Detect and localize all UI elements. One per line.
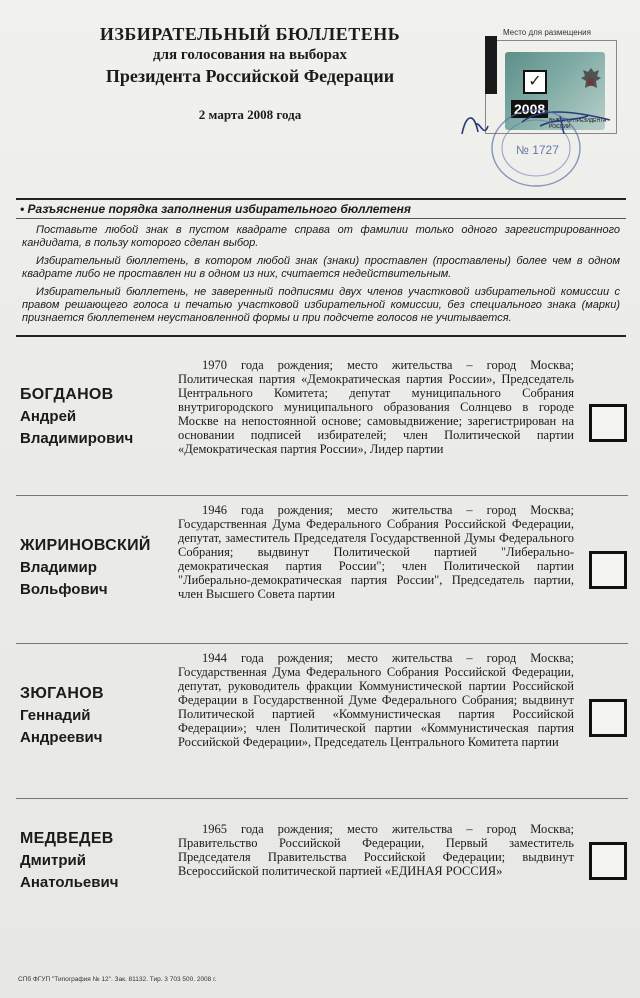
- mark-year: 2008: [511, 100, 548, 118]
- ballot-title: ИЗБИРАТЕЛЬНЫЙ БЮЛЛЕТЕНЬ: [99, 24, 401, 44]
- ballot-header: [40, 24, 460, 123]
- candidate-first-name: Дмитрий: [20, 852, 86, 869]
- seal-number: № 1727: [516, 143, 559, 157]
- printer-imprint: СПб ФГУП "Типография № 12". Зак. 81132. Тир. 3 703 500. 2008 г.: [18, 976, 217, 983]
- candidate-surname: БОГДАНОВ: [20, 386, 114, 403]
- candidate-surname: МЕДВЕДЕВ: [20, 830, 114, 847]
- candidate-name: [20, 535, 151, 601]
- vote-checkbox[interactable]: [589, 404, 627, 442]
- candidate-surname: ЗЮГАНОВ: [20, 685, 104, 702]
- candidate-name: [20, 828, 118, 894]
- ballot-subtitle: для голосования на выборах: [153, 47, 347, 63]
- mark-caption: ВЫБОРЫ ПРЕЗИДЕНТА РОССИИ: [549, 118, 607, 130]
- instructions-paragraph-2: Избирательный бюллетень, в котором любой знак (знаки) проставлен (проставлены) более чем в одном квадрате либо не проставлен ни в одном из них, считается недействительным.: [22, 255, 620, 280]
- candidate-row: [16, 798, 628, 958]
- ballot-subtitle-2: Президента Российской Федерации: [105, 66, 395, 86]
- stamp-place-label: Место для размещения: [503, 28, 591, 37]
- candidate-first-name: Геннадий: [20, 707, 91, 724]
- vote-checkbox[interactable]: [589, 699, 627, 737]
- candidate-name: [20, 683, 104, 749]
- candidate-patronymic: Анатольевич: [20, 874, 119, 891]
- election-date: 2 марта 2008 года: [198, 107, 302, 122]
- coat-of-arms-icon: [579, 66, 603, 96]
- candidate-bio: 1944 года рождения; место жительства – город Москва; Государственная Дума Федерального Собрания Российской Федерации, депутат, руководитель фракции Коммунистической партии Российской Федерации в Государственной Думе Федерального Собрания; выдвинут Политической партией «Коммунистическая партия Российской Федерации»; член Политической партии «Коммунистическая партия Российской Федерации», Председатель Центрального Комитета партии: [178, 651, 574, 749]
- candidate-first-name: Владимир: [20, 559, 97, 576]
- candidate-name: [20, 384, 133, 450]
- instructions-paragraph-1: Поставьте любой знак в пустом квадрате справа от фамилии только одного зарегистрированного кандидата, в пользу которого сделан выбор.: [22, 224, 620, 249]
- instructions-section: [16, 198, 626, 337]
- candidate-patronymic: Андреевич: [20, 729, 103, 746]
- candidate-first-name: Андрей: [20, 408, 77, 425]
- candidate-row: [16, 643, 628, 799]
- candidate-patronymic: Вольфович: [20, 581, 108, 598]
- checkmark-icon: ✓: [523, 70, 547, 94]
- vote-checkbox[interactable]: [589, 842, 627, 880]
- candidate-bio: 1970 года рождения; место жительства – город Москва; Политическая партия «Демократическая партия России», Председатель Центрального Комитета; депутат муниципального Собрания внутригородского муниципального образования Солнцево в городе Москве на непостоянной основе; самовыдвижение; зарегистрирован на основании подписей избирателей; член Политической партии «Демократическая партия России», Лидер партии: [178, 358, 574, 456]
- instructions-paragraph-3: Избирательный бюллетень, не заверенный подписями двух членов участковой избирательной комиссии с правом решающего голоса и печатью участковой избирательной комиссии, без специального знака (марки) признается бюллетенем неустановленной формы и при подсчете голосов не учитывается.: [22, 286, 620, 324]
- candidate-bio: 1946 года рождения; место жительства – город Москва; Государственная Дума Федерального Собрания Российской Федерации, депутат, заместитель Председателя Государственной Думы Федерального Собрания; выдвинут Политической партией "Либерально-демократическая партия России"; член Политической партии "Либерально-демократическая партия России", Председатель партии, член Высшего Совета партии: [178, 503, 574, 601]
- commission-seal: [460, 104, 620, 194]
- candidate-patronymic: Владимирович: [20, 430, 134, 447]
- mark-edge-bar: [485, 36, 497, 94]
- vote-checkbox[interactable]: [589, 551, 627, 589]
- candidate-bio: 1965 года рождения; место жительства – город Москва; Правительство Российской Федерации, Первый заместитель Председателя Правительства Российской Федерации; выдвинут Всероссийской политической партией «ЕДИНАЯ РОССИЯ»: [178, 822, 574, 878]
- candidate-surname: ЖИРИНОВСКИЙ: [20, 537, 151, 554]
- candidate-row: [16, 352, 628, 496]
- instructions-heading: • Разъяснение порядка заполнения избирательного бюллетеня: [16, 198, 626, 219]
- candidate-row: [16, 495, 628, 644]
